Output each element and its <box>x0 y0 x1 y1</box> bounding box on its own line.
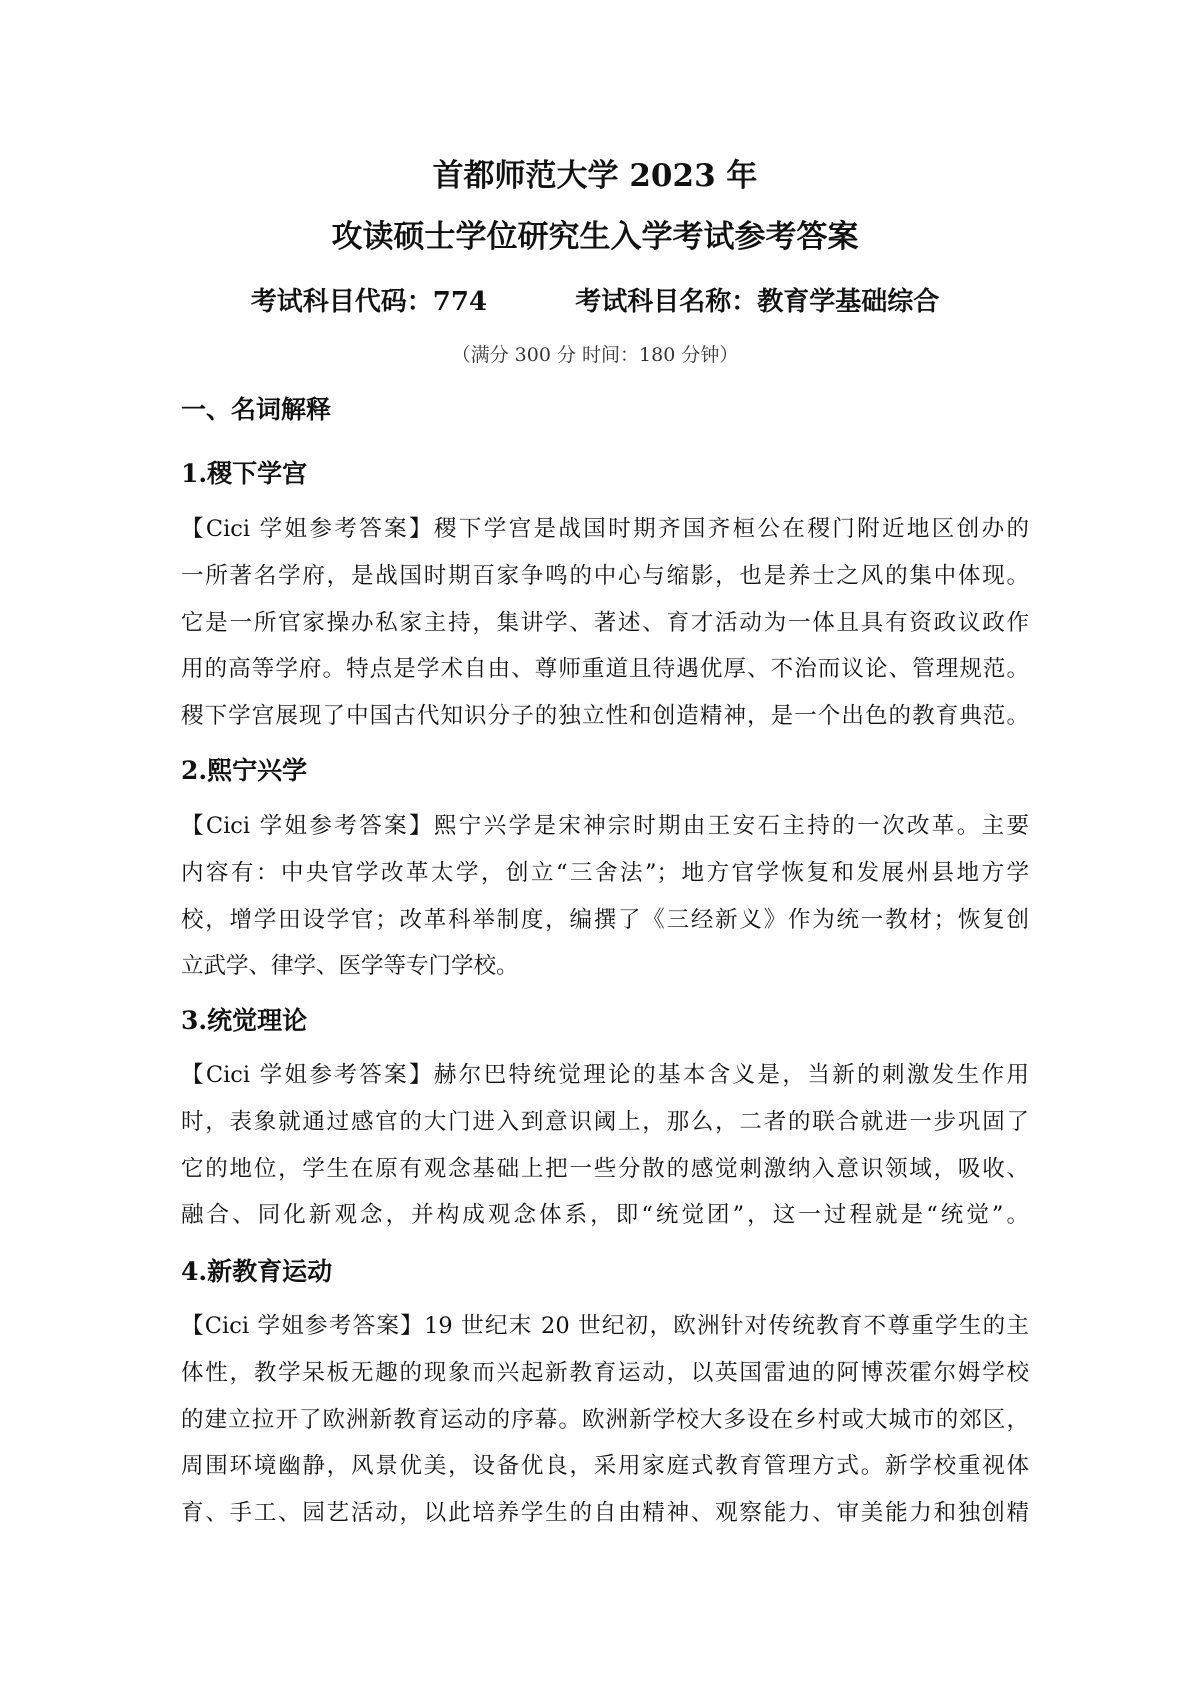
paragraph-line: 【Cici 学姐参考答案】熙宁兴学是宋神宗时期由王安石主持的一次改革。主要 <box>181 813 1029 839</box>
paragraph-line: 体性，教学呆板无趣的现象而兴起新教育运动，以英国雷迪的阿博茨霍尔姆学校 <box>181 1359 1029 1386</box>
item-heading: 1.稷下学宫 <box>181 459 308 488</box>
paragraph-line: 【Cici 学姐参考答案】赫尔巴特统觉理论的基本含义是，当新的刺激发生作用 <box>181 1062 1029 1088</box>
paragraph-line: 立武学、律学、医学等专门学校。 <box>181 953 519 980</box>
paragraph-line: 周围环境幽静，风景优美，设备优良，采用家庭式教育管理方式。新学校重视体 <box>181 1453 1029 1480</box>
paragraph-line: 【Cici 学姐参考答案】19 世纪末 20 世纪初，欧洲针对传统教育不尊重学生的主 <box>181 1313 1029 1339</box>
document-title-line2: 攻读硕士学位研究生入学考试参考答案 <box>331 219 859 255</box>
paragraph-line: 融合、同化新观念，并构成观念体系，即“统觉团”，这一过程就是“统觉”。 <box>181 1202 1029 1229</box>
subject-name: 考试科目名称：教育学基础综合 <box>575 287 940 317</box>
paragraph-line: 内容有：中央官学改革太学，创立“三舍法”；地方官学恢复和发展州县地方学 <box>181 859 1029 886</box>
item-heading: 2.熙宁兴学 <box>181 756 308 785</box>
answer-paragraph <box>181 803 1029 990</box>
paragraph-line: 的建立拉开了欧洲新教育运动的序幕。欧洲新学校大多设在乡村或大城市的郊区， <box>181 1406 1029 1433</box>
answer-paragraph <box>181 1303 1029 1537</box>
paragraph-line: 时，表象就通过感官的大门进入到意识阈上，那么，二者的联合就进一步巩固了 <box>181 1108 1029 1135</box>
paragraph-line: 育、手工、园艺活动，以此培养学生的自由精神、观察能力、审美能力和独创精 <box>181 1500 1029 1527</box>
section-title: 一、名词解释 <box>181 395 332 424</box>
paragraph-line: 稷下学宫展现了中国古代知识分子的独立性和创造精神，是一个出色的教育典范。 <box>181 703 1029 730</box>
paragraph-line: 它的地位，学生在原有观念基础上把一些分散的感觉刺激纳入意识领域，吸收、 <box>181 1155 1029 1182</box>
subject-info <box>0 284 1190 320</box>
paragraph-line: 用的高等学府。特点是学术自由、尊师重道且待遇优厚、不治而议论、管理规范。 <box>181 656 1029 683</box>
paragraph-line: 【Cici 学姐参考答案】稷下学宫是战国时期齐国齐桓公在稷门附近地区创办的 <box>181 516 1029 542</box>
score-time-info: （满分 300 分 时间：180 分钟） <box>451 344 739 366</box>
subject-code: 考试科目代码：774 <box>250 287 488 317</box>
answer-paragraph <box>181 506 1029 740</box>
answer-paragraph <box>181 1052 1029 1239</box>
paragraph-line: 一所著名学府，是战国时期百家争鸣的中心与缩影，也是养士之风的集中体现。 <box>181 562 1029 589</box>
item-heading: 4.新教育运动 <box>181 1257 333 1286</box>
paragraph-line: 校，增学田设学官；改革科举制度，编撰了《三经新义》作为统一教材；恢复创 <box>181 906 1029 933</box>
document-title-line1: 首都师范大学 2023 年 <box>432 158 758 194</box>
item-heading: 3.统觉理论 <box>181 1006 308 1035</box>
paragraph-line: 它是一所官家操办私家主持，集讲学、著述、育才活动为一体且具有资政议政作 <box>181 609 1029 636</box>
